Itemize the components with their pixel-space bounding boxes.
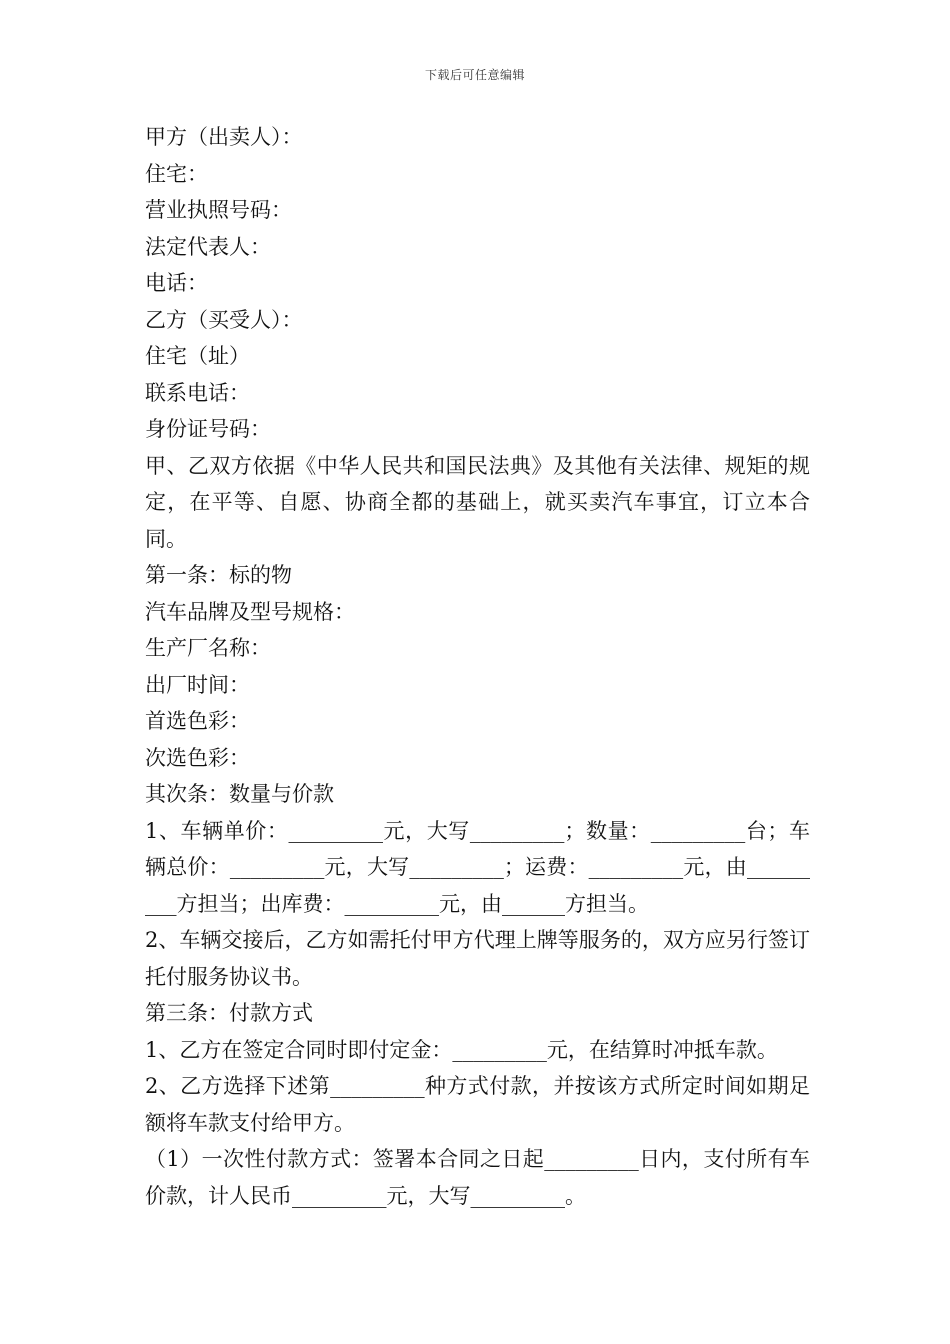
buyer-phone-label: 联系电话： [145,380,250,405]
intro-paragraph: 甲、乙双方依据《中华人民共和国民法典》及其他有关法律、规矩的规定，在平等、自愿、协商全都的基础上，就买卖汽车事宜，订立本合同。 [145,453,810,551]
article-2-clause-2: 2、车辆交接后，乙方如需托付甲方代理上牌等服务的，双方应另行签订托付服务协议书。 [145,928,810,989]
seller-residence-label: 住宅： [145,161,208,186]
id-number-label: 身份证号码： [145,417,271,441]
business-license-label: 营业执照号码： [145,198,292,222]
article-2-title: 其次条：数量与价款 [145,782,334,806]
buyer-label: 乙方（买受人）： [145,307,303,332]
article-3-clause-1: 1、乙方在签定合同时即付定金：_________元，在结算时冲抵车款。 [145,1037,778,1062]
article-3-option-1: （1）一次性付款方式：签署本合同之日起_________日内，支付所有车价款，计人民币_________元，大写_________。 [145,1147,810,1208]
page-header: 下载后可任意编辑 [424,68,525,82]
car-brand-model-label: 汽车品牌及型号规格： [145,599,355,624]
manufacturer-label: 生产厂名称： [145,636,271,660]
buyer-address-label: 住宅（址） [145,344,250,368]
second-color-label: 次选色彩： [145,745,250,770]
article-2-clause-1: 1、车辆单价：_________元，大写_________；数量：_________台；车辆总价：_________元，大写_________；运费：_________元，由_________方担当；出库费：_________元，由______方担当。 [145,818,810,916]
seller-label: 甲方（出卖人）： [145,125,303,149]
legal-representative-label: 法定代表人： [145,234,271,259]
seller-phone-label: 电话： [145,271,208,295]
article-3-title: 第三条：付款方式 [145,1001,313,1025]
article-1-title: 第一条：标的物 [145,563,292,587]
article-3-clause-2: 2、乙方选择下述第_________种方式付款，并按该方式所定时间如期足额将车款支付给甲方。 [145,1074,810,1135]
production-date-label: 出厂时间： [145,672,250,697]
first-color-label: 首选色彩： [145,709,250,733]
contract-body [145,119,810,1214]
